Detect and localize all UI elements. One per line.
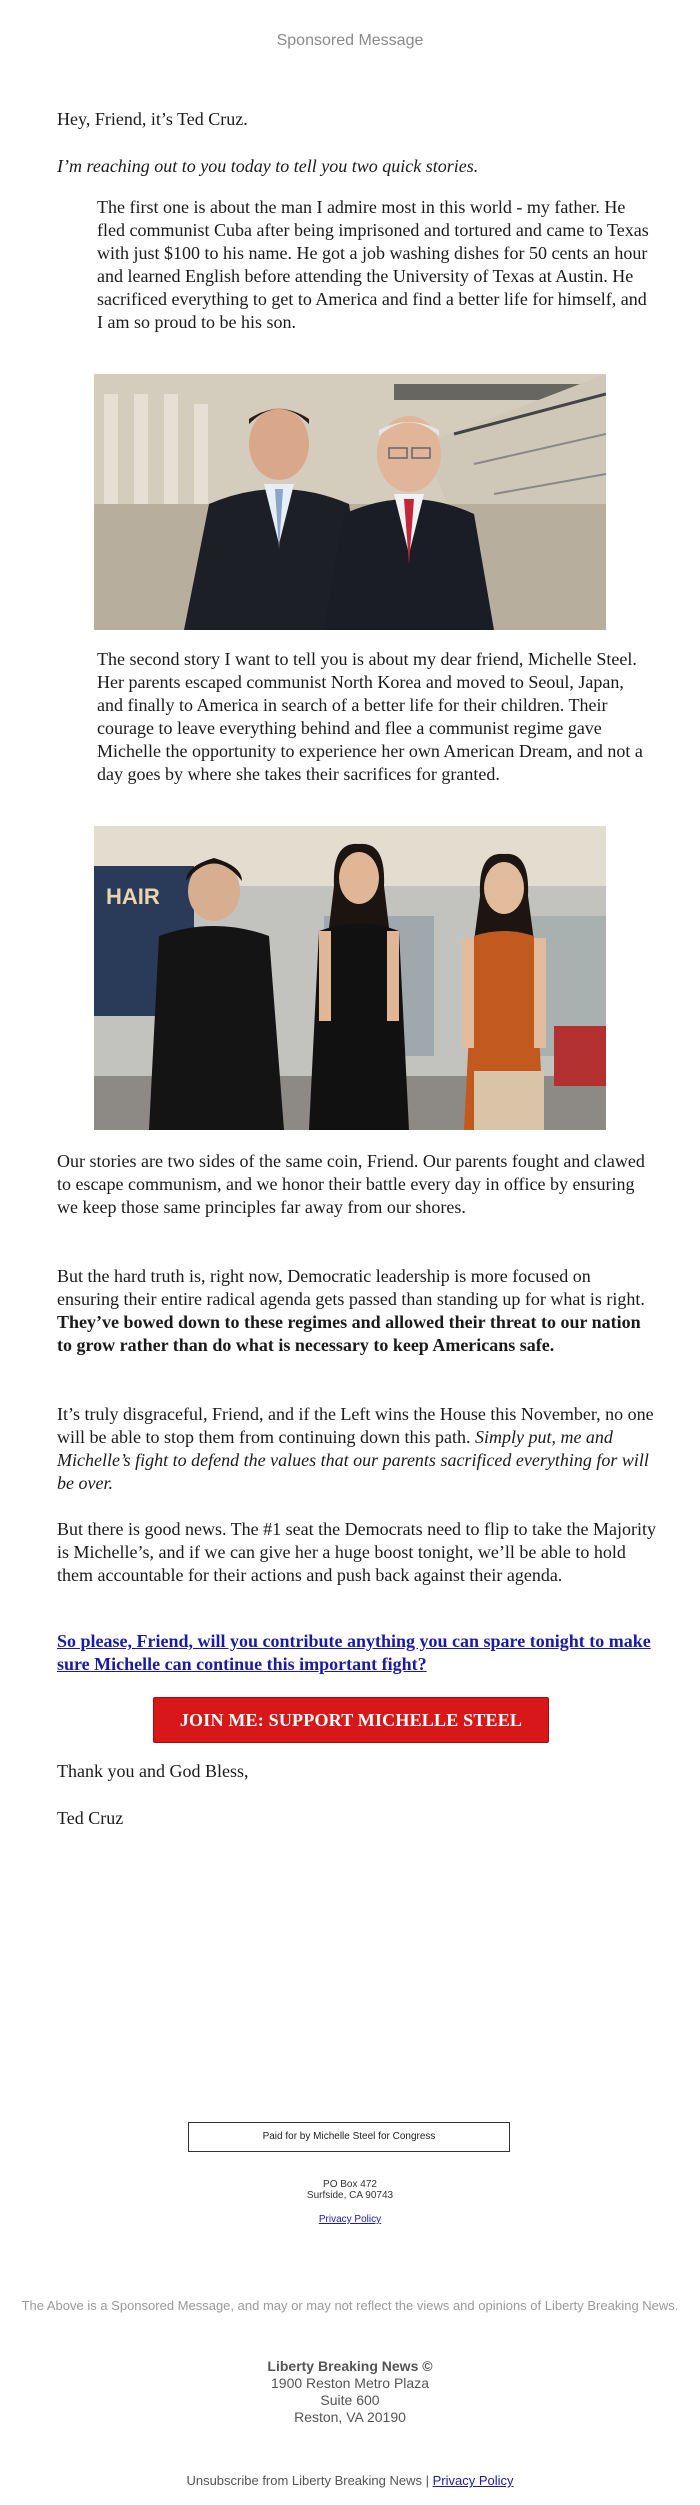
photo-steel-family-illustration [94, 826, 606, 1130]
paragraph-disgraceful [57, 1403, 657, 1495]
unsubscribe-line [0, 2473, 700, 2488]
privacy-policy-link[interactable]: Privacy Policy [432, 2473, 514, 2488]
support-michelle-button[interactable]: JOIN ME: SUPPORT MICHELLE STEEL [153, 1697, 549, 1743]
unsubscribe-link[interactable]: Unsubscribe from Liberty Breaking News [186, 2473, 422, 2488]
sponsored-label: Sponsored Message [276, 32, 424, 49]
paid-for-box: Paid for by Michelle Steel for Congress [188, 2122, 510, 2152]
greeting: Hey, Friend, it’s Ted Cruz. [57, 109, 248, 129]
photo-cruz-and-father [94, 374, 606, 630]
paragraph-hard-truth [57, 1265, 657, 1357]
po-city: Surfside, CA 90743 [306, 2190, 394, 2201]
publisher-city: Reston, VA 20190 [294, 2409, 406, 2425]
hard-truth-bold: They’ve bowed down to these regimes and allowed their threat to our nation to grow rather than do what is necessary to keep Americans safe. [57, 1312, 641, 1355]
sponsored-disclaimer: The Above is a Sponsored Message, and may or may not reflect the views and opinions of Liberty Breaking News. [21, 2298, 679, 2313]
publisher-name: Liberty Breaking News © [267, 2358, 433, 2374]
photo-cruz-and-father-illustration [94, 374, 606, 630]
story-father: The first one is about the man I admire most in this world - my father. He fled communist Cuba after being imprisoned and tortured and came to Texas with just $100 to his name. He got a job washing dishes for 50 cents an hour and learned English before attending the University of Texas at Austin. He sacrificed everything to get to America and find a better life for himself, and I am so proud to be his son. [97, 197, 649, 332]
paragraph-good-news: But there is good news. The #1 seat the Democrats need to flip to take the Majority is Michelle’s, and if we can give her a huge boost tonight, we’ll be able to hold them accountable for their actions and push back against their agenda. [57, 1519, 657, 1585]
po-box: PO Box 472 [323, 2179, 377, 2190]
publisher-street: 1900 Reston Metro Plaza [271, 2375, 429, 2391]
storefront-sign-text: HAIR [106, 884, 160, 909]
paragraph-two-sides: Our stories are two sides of the same coin, Friend. Our parents fought and clawed to escape communism, and we honor their battle every day in office by ensuring we keep those same principles far away from our shores. [57, 1151, 645, 1217]
closing-line: Thank you and God Bless, [57, 1761, 249, 1781]
photo-steel-family [94, 826, 606, 1130]
privacy-policy-link-small[interactable]: Privacy Policy [318, 2214, 382, 2225]
intro-line: I’m reaching out to you today to tell you two quick stories. [57, 156, 479, 176]
hard-truth-text: But the hard truth is, right now, Democratic leadership is more focused on ensuring their entire radical agenda gets passed than standing up for what is right. [57, 1266, 645, 1309]
separator: | [422, 2473, 433, 2488]
publisher-suite: Suite 600 [320, 2392, 380, 2408]
contribute-link[interactable]: So please, Friend, will you contribute anything you can spare tonight to make sure Michelle can continue this important fight? [57, 1631, 651, 1674]
disgraceful-italic: Simply put, me and Michelle’s fight to defend the values that our parents sacrificed everything for will be over. [57, 1427, 649, 1493]
signature: Ted Cruz [57, 1808, 124, 1828]
story-michelle: The second story I want to tell you is about my dear friend, Michelle Steel. Her parents escaped communist North Korea and moved to Seoul, Japan, and finally to America in search of a better life for their children. Their courage to leave everything behind and flee a communist regime gave Michelle the opportunity to experience her own American Dream, and not a day goes by where she takes their sacrifices for granted. [97, 649, 643, 784]
disgraceful-text: It’s truly disgraceful, Friend, and if the Left wins the House this November, no one will be able to stop them from continuing down this path. [57, 1404, 654, 1447]
